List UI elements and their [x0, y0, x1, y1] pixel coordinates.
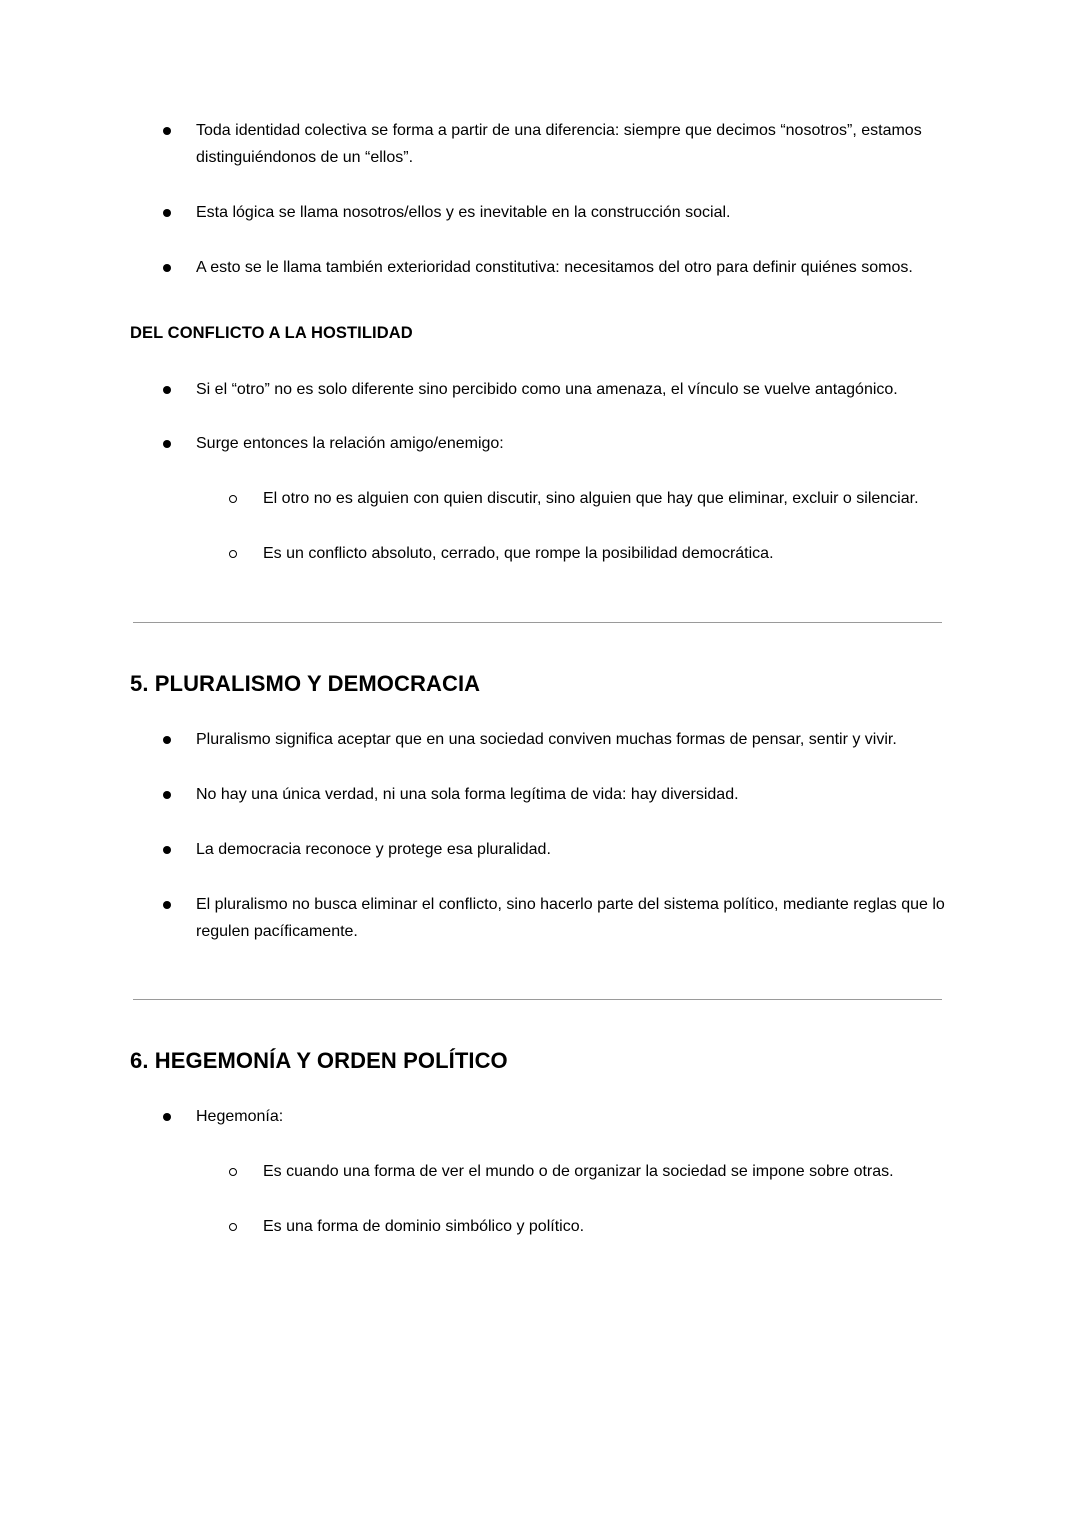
- section-heading: 5. PLURALISMO Y DEMOCRACIA: [130, 671, 481, 696]
- section-divider: [133, 622, 942, 623]
- section-identity: [130, 118, 945, 282]
- section-pluralism: [130, 671, 945, 945]
- bullet-icon: [163, 736, 171, 744]
- section-divider: [133, 999, 942, 1000]
- bullet-text: Toda identidad colectiva se forma a partir de una diferencia: siempre que decimos “nosotros”, estamos distinguiéndonos de un “ellos”.: [196, 122, 922, 166]
- circle-bullet-icon: [229, 495, 237, 503]
- section-hegemony: [130, 1048, 945, 1241]
- bullet-list: [130, 377, 945, 459]
- list-item: [130, 118, 945, 172]
- list-item: [130, 255, 945, 282]
- bullet-icon: [163, 440, 171, 448]
- circle-bullet-icon: [229, 550, 237, 558]
- bullet-text: Hegemonía:: [196, 1108, 284, 1126]
- list-item: [130, 377, 945, 404]
- bullet-icon: [163, 209, 171, 217]
- section-subheading: DEL CONFLICTO A LA HOSTILIDAD: [130, 323, 413, 342]
- list-item: [130, 200, 945, 227]
- bullet-text: Surge entonces la relación amigo/enemigo:: [196, 435, 504, 453]
- bullet-text: Es una forma de dominio simbólico y político.: [263, 1218, 585, 1236]
- bullet-list: [130, 1104, 945, 1131]
- sub-bullet-list: [130, 486, 945, 568]
- list-item: [130, 486, 945, 513]
- list-item: [130, 541, 945, 568]
- bullet-text: No hay una única verdad, ni una sola forma legítima de vida: hay diversidad.: [196, 785, 739, 803]
- bullet-list: [130, 727, 945, 945]
- list-item: [130, 1104, 945, 1131]
- bullet-text: Es cuando una forma de ver el mundo o de organizar la sociedad se impone sobre otras.: [263, 1163, 894, 1181]
- bullet-icon: [163, 264, 171, 272]
- sub-bullet-list: [130, 1159, 945, 1241]
- bullet-icon: [163, 901, 171, 909]
- bullet-text: A esto se le llama también exterioridad constitutiva: necesitamos del otro para definir quiénes somos.: [196, 258, 913, 276]
- bullet-icon: [163, 386, 171, 394]
- section-heading: 6. HEGEMONÍA Y ORDEN POLÍTICO: [130, 1048, 508, 1074]
- list-item: [130, 837, 945, 864]
- circle-bullet-icon: [229, 1223, 237, 1231]
- circle-bullet-icon: [229, 1168, 237, 1176]
- bullet-text: El pluralismo no busca eliminar el conflicto, sino hacerlo parte del sistema político, mediante reglas que lo regulen pacíficamente.: [196, 895, 945, 940]
- list-item: [130, 1159, 945, 1186]
- bullet-icon: [163, 791, 171, 799]
- bullet-icon: [163, 1113, 171, 1121]
- bullet-icon: [163, 846, 171, 854]
- list-item: [130, 431, 945, 458]
- bullet-text: Si el “otro” no es solo diferente sino percibido como una amenaza, el vínculo se vuelve antagónico.: [196, 380, 898, 398]
- bullet-text: La democracia reconoce y protege esa pluralidad.: [196, 840, 551, 858]
- bullet-text: Pluralismo significa aceptar que en una sociedad conviven muchas formas de pensar, sentir y vivir.: [196, 731, 897, 748]
- list-item: [130, 892, 945, 946]
- bullet-text: Es un conflicto absoluto, cerrado, que rompe la posibilidad democrática.: [263, 545, 774, 563]
- bullet-text: Esta lógica se llama nosotros/ellos y es inevitable en la construcción social.: [196, 203, 731, 221]
- section-conflict: [130, 324, 945, 569]
- list-item: [130, 782, 945, 809]
- bullet-text: El otro no es alguien con quien discutir, sino alguien que hay que eliminar, excluir o silenciar.: [263, 490, 919, 508]
- bullet-icon: [163, 127, 171, 135]
- list-item: [130, 1214, 945, 1241]
- list-item: [130, 727, 945, 754]
- bullet-list: [130, 118, 945, 282]
